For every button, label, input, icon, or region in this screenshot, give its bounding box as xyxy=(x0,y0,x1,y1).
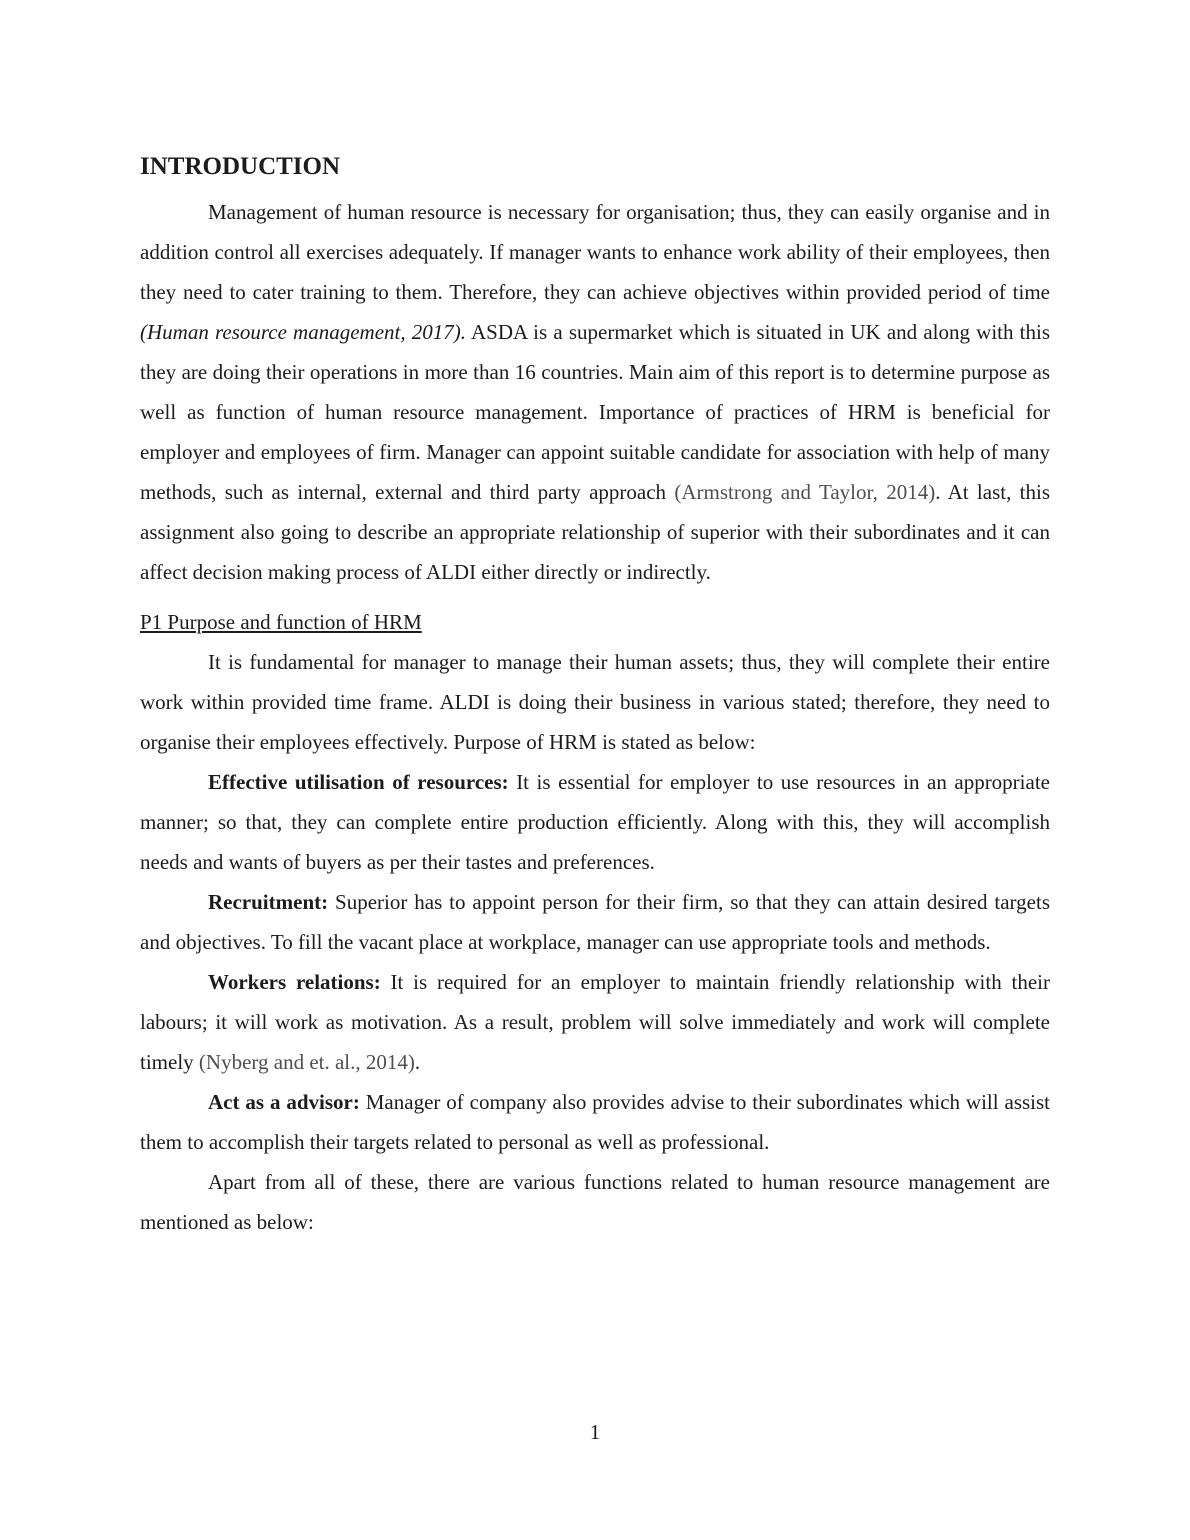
page-number: 1 xyxy=(589,1420,601,1444)
text-run: ASDA is a supermarket which is situated in UK and along with this they are doing their operations in more than 16 countries. Main aim of this report is to determine purpose as well as function of human resource management. Importance of practices of HRM is beneficial for employer and employees of firm. Manager can appoint suitable candidate for association with help of many methods, such as internal, external and third party approach xyxy=(140,320,1050,504)
text-run: Apart from all of these, there are various functions related to human resource management are mentioned as below: xyxy=(140,1170,1050,1234)
paragraph-act-as-advisor xyxy=(140,1082,1050,1162)
bold-lead: Recruitment: xyxy=(208,890,329,914)
text-run: It is essential for employer to use resources in an appropriate manner; so that, they can complete entire production efficiently. Along with this, they will accomplish needs and wants of buyers as per their tastes and preferences. xyxy=(140,770,1050,874)
citation: (Armstrong and Taylor, 2014) xyxy=(674,480,936,504)
paragraph-p1-intro xyxy=(140,642,1050,762)
citation: (Nyberg and et. al., 2014) xyxy=(198,1050,415,1074)
section-heading-introduction xyxy=(140,146,1050,188)
text-run: . At last, this assignment also going to describe an appropriate relationship of superior with their subordinates and it can affect decision making process of ALDI either directly or indirectly. xyxy=(140,480,1051,584)
paragraph-introduction xyxy=(140,192,1050,592)
text-run: Manager of company also provides advise to their subordinates which will assist them to accomplish their targets related to personal as well as professional. xyxy=(140,1090,1051,1154)
paragraph-apart-from-these xyxy=(140,1162,1050,1242)
subsection-heading-p1 xyxy=(140,602,1050,642)
text-run: Superior has to appoint person for their firm, so that they can attain desired targets and objectives. To fill the vacant place at workplace, manager can use appropriate tools and methods. xyxy=(140,890,1050,954)
text-run: P1 Purpose and function of HRM xyxy=(140,610,422,634)
text-run: INTRODUCTION xyxy=(140,153,341,180)
paragraph-workers-relations xyxy=(140,962,1050,1082)
text-run: Management of human resource is necessary for organisation; thus, they can easily organise and in addition control all exercises adequately. If manager wants to enhance work ability of their employees, then they need to cater training to them. Therefore, they can achieve objectives within provided period of time xyxy=(140,200,1050,304)
paragraph-effective-utilisation xyxy=(140,762,1050,882)
paragraph-recruitment xyxy=(140,882,1050,962)
document-body xyxy=(140,146,1050,1242)
text-run: It is fundamental for manager to manage their human assets; thus, they will complete their entire work within provided time frame. ALDI is doing their business in various stated; therefore, they need to organise their employees effectively. Purpose of HRM is stated as below: xyxy=(140,650,1050,754)
bold-lead: Effective utilisation of resources: xyxy=(208,770,509,794)
text-run: . xyxy=(414,1050,421,1074)
bold-lead: Act as a advisor: xyxy=(208,1090,360,1114)
italic-citation: (Human resource management, 2017). xyxy=(140,320,467,344)
text-run: It is required for an employer to maintain friendly relationship with their labours; it will work as motivation. As a result, problem will solve immediately and work will complete timely xyxy=(140,970,1050,1074)
bold-lead: Workers relations: xyxy=(208,970,381,994)
